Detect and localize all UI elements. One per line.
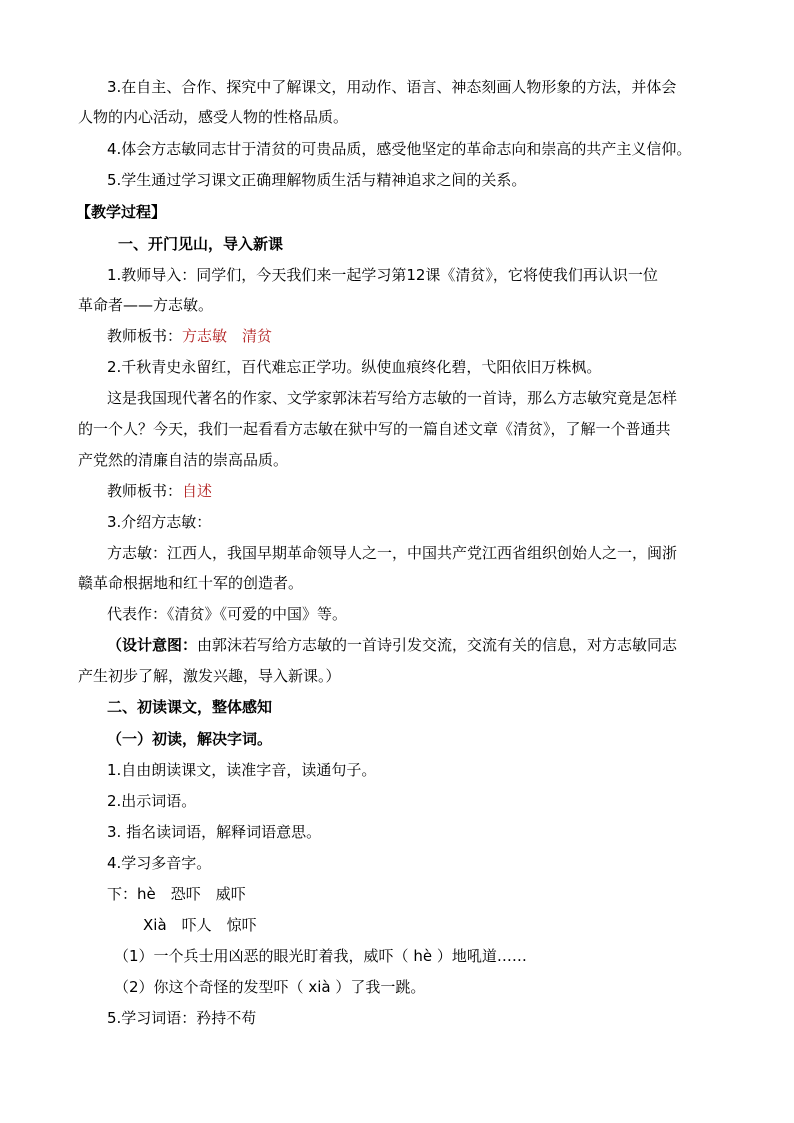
board-note-label: 教师板书： <box>107 327 183 345</box>
intro-line-2: 革命者——方志敏。 <box>78 296 214 314</box>
board-note-1 <box>107 326 272 346</box>
intro-line-1: 1.教师导入：同学们，今天我们来一起学习第12课《清贫》，它将使我们再认识一位 <box>107 266 658 284</box>
polyphone-row-2: Xià 吓人 惊吓 <box>143 916 257 934</box>
design-intent-label: （设计意图： <box>107 636 198 654</box>
bio-line-2: 赣革命根据地和红十军的创造者。 <box>78 574 304 592</box>
board-note-text: 方志敏 清贫 <box>182 327 273 345</box>
section-2-title: 二、初读课文，整体感知 <box>107 698 273 716</box>
design-intent-text: 由郭沫若写给方志敏的一首诗引发交流，交流有关的信息，对方志敏同志 <box>197 636 678 654</box>
polyphone-row-1: 下：hè 恐吓 威吓 <box>107 885 246 903</box>
step-3: 3. 指名读词语，解释词语意思。 <box>107 823 322 841</box>
step-2: 2.出示词语。 <box>107 792 197 810</box>
objective-3-line-1: 3.在自主、合作、探究中了解课文，用动作、语言、神态刻画人物形象的方法，并体会 <box>107 78 677 96</box>
poem-explain-line-2: 的一个人？今天，我们一起看看方志敏在狱中写的一篇自述文章《清贫》，了解一个普通共 <box>78 420 671 438</box>
objective-5: 5.学生通过学习课文正确理解物质生活与精神追求之间的关系。 <box>107 171 527 189</box>
design-intent-line-1 <box>107 635 677 655</box>
bio-line-1: 方志敏：江西人，我国早期革命领导人之一，中国共产党江西省组织创始人之一，闽浙 <box>107 544 678 562</box>
board-note-2 <box>107 481 212 501</box>
subsection-1-title: （一）初读，解决字词。 <box>107 730 273 748</box>
step-1: 1.自由朗读课文，读准字音，读通句子。 <box>107 761 377 779</box>
example-sentence-2: （2）你这个奇怪的发型吓（ xià ）了我一跳。 <box>114 978 426 996</box>
poem-explain-line-3: 产党然的清廉自洁的崇高品质。 <box>78 451 289 469</box>
example-sentence-1: （1）一个兵士用凶恶的眼光盯着我，威吓（ hè ）地吼道…… <box>114 947 527 965</box>
board-note-label: 教师板书： <box>107 482 183 500</box>
intro-fang-zhimin: 3.介绍方志敏： <box>107 513 212 531</box>
representative-works: 代表作：《清贫》《可爱的中国》等。 <box>107 605 348 623</box>
process-heading: 【教学过程】 <box>76 203 167 221</box>
objective-3-line-2: 人物的内心活动，感受人物的性格品质。 <box>78 108 349 126</box>
design-intent-line-2: 产生初步了解，激发兴趣，导入新课。） <box>78 667 341 685</box>
objective-4: 4.体会方志敏同志甘于清贫的可贵品质，感受他坚定的革命志向和崇高的共产主义信仰。 <box>107 140 692 158</box>
step-5: 5.学习词语：矜持不苟 <box>107 1009 257 1027</box>
step-4: 4.学习多音字。 <box>107 854 212 872</box>
section-1-title: 一、开门见山，导入新课 <box>118 235 284 253</box>
board-note-text: 自述 <box>182 482 213 500</box>
poem-line: 2.千秋青史永留红，百代难忘正学功。纵使血痕终化碧，弋阳依旧万株枫。 <box>107 358 602 376</box>
poem-explain-line-1: 这是我国现代著名的作家、文学家郭沫若写给方志敏的一首诗，那么方志敏究竟是怎样 <box>107 389 678 407</box>
